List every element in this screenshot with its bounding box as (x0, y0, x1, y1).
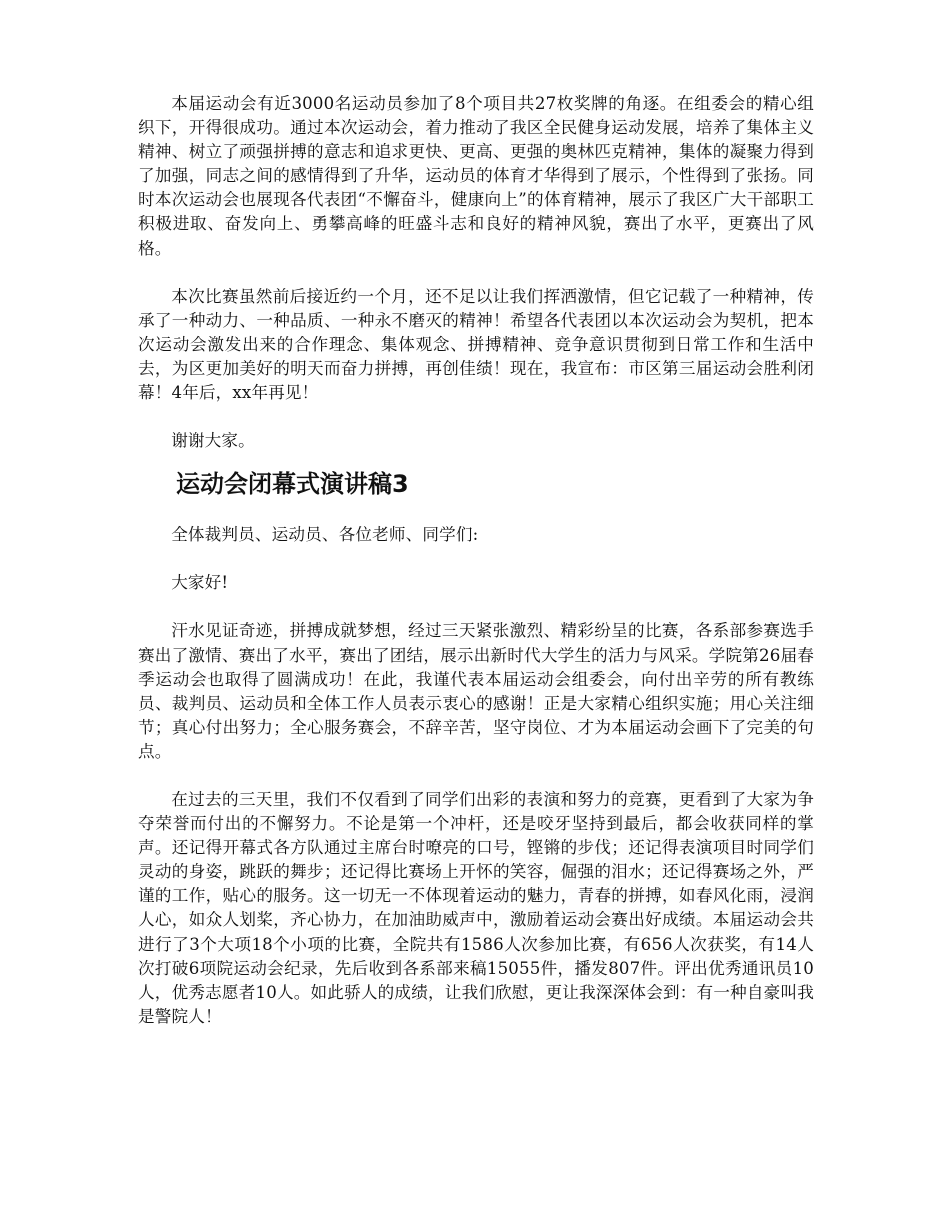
paragraph-thanks: 谢谢大家。 (171, 431, 255, 451)
paragraph-closing: 本次比赛虽然前后接近约一个月，还不足以让我们挥洒激情，但它记载了一种精神，传承了一种动力、一种品质、一种永不磨灭的精神！希望各代表团以本次运动会为契机，把本次运动会激发出来的合作理念、集体观念、拼搏精神、竞争意识贯彻到日常工作和生活中去，为区更加美好的明天而奋力拼搏，再创佳绩！现在，我宣布：市区第三届运动会胜利闭幕！4年后，xx年再见！ (138, 286, 814, 403)
paragraph-greeting: 大家好! (171, 573, 229, 593)
paragraph-results: 本届运动会有近3000名运动员参加了8个项目共27枚奖牌的角逐。在组委会的精心组织下，开得很成功。通过本次运动会，着力推动了我区全民健身运动发展，培养了集体主义精神、树立了顽强拼搏的意志和追求更快、更高、更强的奥林匹克精神，集体的凝聚力得到了加强，同志之间的感情得到了升华，运动员的体育才华得到了展示，个性得到了张扬。同时本次运动会也展现各代表团“不懈奋斗，健康向上”的体育精神，展示了我区广大干部职工积极进取、奋发向上、勇攀高峰的旺盛斗志和良好的精神风貌，赛出了水平，更赛出了风格。 (138, 94, 814, 258)
paragraph-past-three-days: 在过去的三天里，我们不仅看到了同学们出彩的表演和努力的竞赛，更看到了大家为争夺荣誉而付出的不懈努力。不论是第一个冲杆，还是咬牙坚持到最后，都会收获同样的掌声。还记得开幕式各方队通过主席台时嘹亮的口号，铿锵的步伐；还记得表演项目时同学们灵动的身姿，跳跃的舞步；还记得比赛场上开怀的笑容，倔强的泪水；还记得赛场之外，严谨的工作，贴心的服务。这一切无一不体现着运动的魅力，青春的拼搏，如春风化雨，浸润人心，如众人划桨，齐心协力，在加油助威声中，激励着运动会赛出好成绩。本届运动会共进行了3个大项18个小项的比赛，全院共有1586人次参加比赛，有656人次获奖，有14人次打破6项院运动会纪录，先后收到各系部来稿15055件，播发807件。评出优秀通讯员10人，优秀志愿者10人。如此骄人的成绩，让我们欣慰，更让我深深体会到：有一种自豪叫我是警院人！ (138, 789, 814, 1026)
paragraph-sweat: 汗水见证奇迹，拼搏成就梦想，经过三天紧张激烈、精彩纷呈的比赛，各系部参赛选手赛出了激情、赛出了水平，赛出了团结，展示出新时代大学生的活力与风采。学院第26届春季运动会也取得了圆满成功！在此，我谨代表本届运动会组委会，向付出辛劳的所有教练员、裁判员、运动员和全体工作人员表示衷心的感谢！正是大家精心组织实施；用心关注细节；真心付出努力；全心服务赛会，不辞辛苦，坚守岗位、才为本届运动会画下了完美的句点。 (138, 621, 814, 761)
section-heading: 运动会闭幕式演讲稿3 (176, 470, 409, 499)
paragraph-salutation: 全体裁判员、运动员、各位老师、同学们: (171, 525, 479, 545)
document-page (138, 92, 814, 1029)
